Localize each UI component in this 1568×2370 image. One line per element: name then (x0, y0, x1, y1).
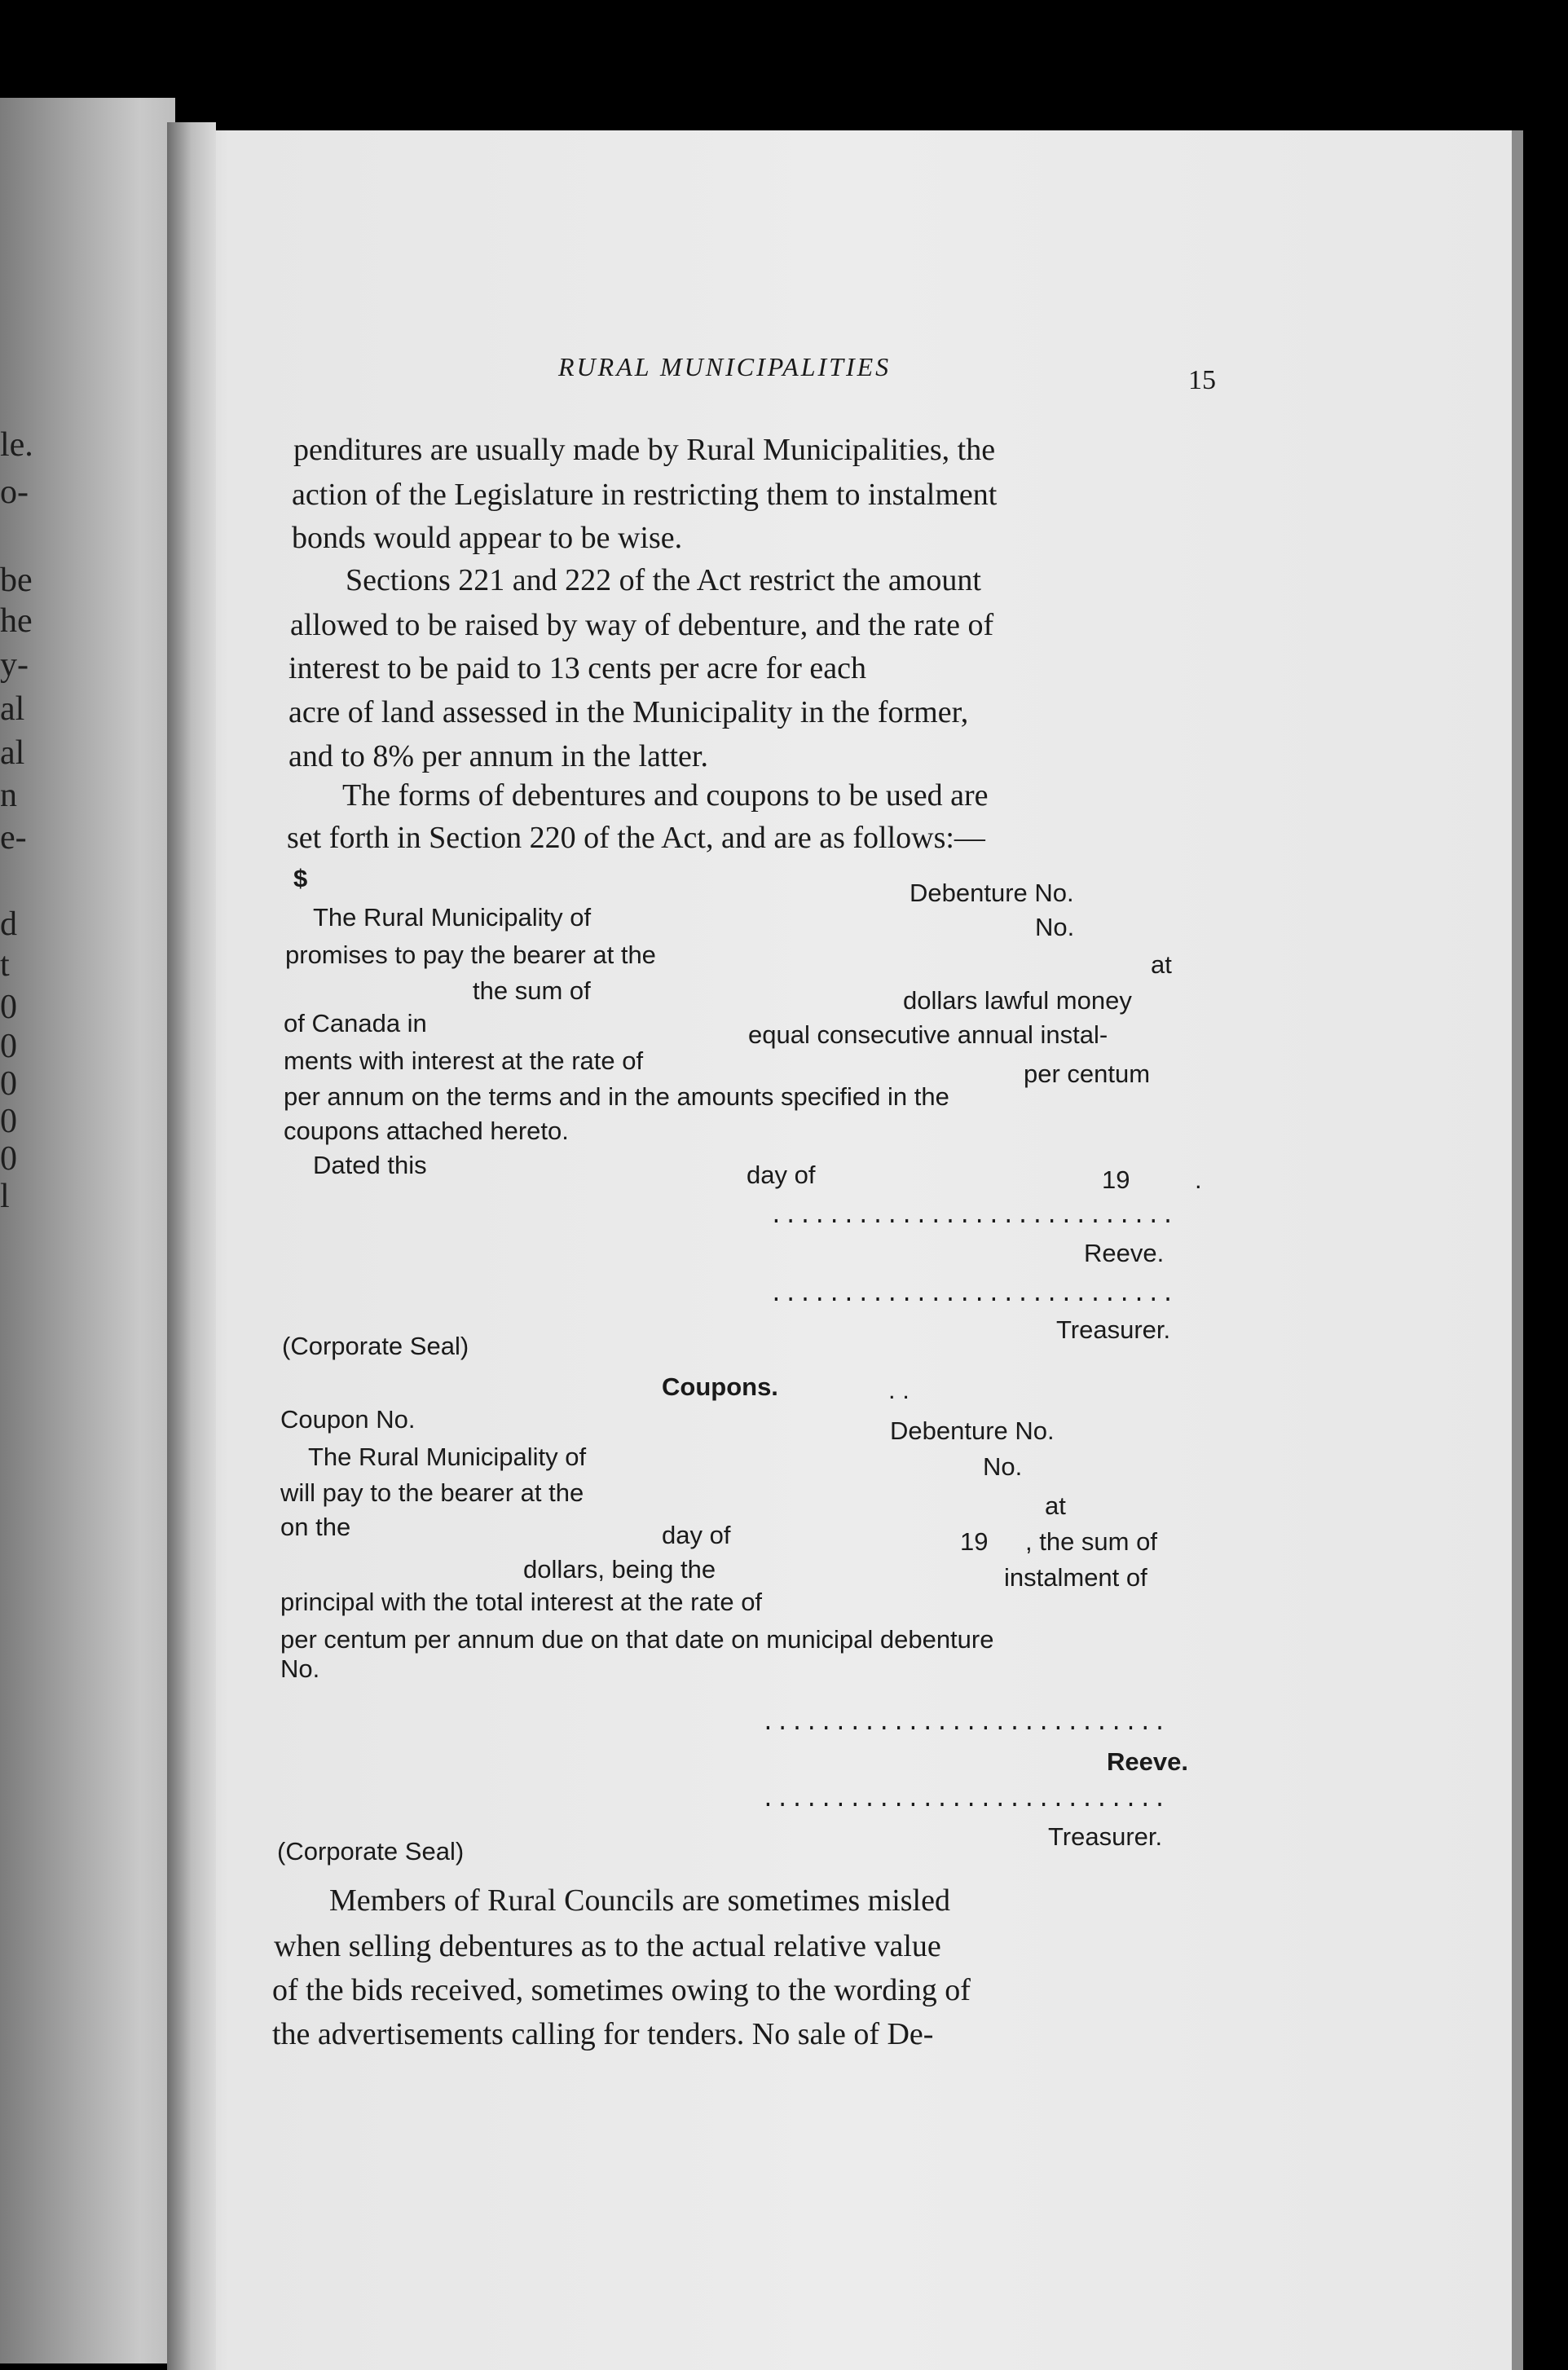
left-margin-text: al (0, 690, 25, 728)
page-right-edge (1512, 130, 1523, 2370)
form-no-label: No. (1035, 913, 1075, 941)
form-line: dollars, being the (523, 1555, 716, 1584)
form-line: day of (662, 1521, 731, 1549)
dollar-sign: $ (293, 864, 308, 892)
left-margin-text: 0 (0, 1028, 17, 1065)
page-number: 15 (1188, 365, 1216, 395)
left-margin-text: 0 (0, 1103, 17, 1140)
form-line: will pay to the bearer at the (280, 1478, 584, 1507)
form-line: per centum per annum due on that date on municipal debenture (280, 1625, 994, 1654)
form-line: per centum (1024, 1059, 1151, 1088)
form-line: per annum on the terms and in the amounts specified in the (284, 1082, 949, 1111)
signature-line: ............................ (769, 1283, 1176, 1308)
form-line: No. (280, 1654, 320, 1683)
paragraph-line: acre of land assessed in the Municipality in the former, (288, 695, 969, 729)
left-margin-text: y- (0, 646, 29, 684)
left-margin-text: le. (0, 426, 33, 464)
form-line: coupons attached hereto. (284, 1117, 569, 1145)
left-margin-text: t (0, 946, 10, 984)
left-margin-text: d (0, 905, 17, 943)
paragraph-line: and to 8% per annum in the latter. (288, 739, 708, 773)
form-line: instalment of (1004, 1563, 1147, 1592)
paragraph-line: of the bids received, sometimes owing to the wording of (272, 1973, 971, 2007)
paragraph-line: Members of Rural Councils are sometimes misled (329, 1883, 950, 1918)
corporate-seal: (Corporate Seal) (277, 1837, 465, 1866)
left-margin-text: he (0, 602, 33, 640)
debenture-no-label: Debenture No. (910, 879, 1074, 907)
form-at: at (1045, 1491, 1066, 1520)
form-no-label: No. (983, 1452, 1023, 1481)
paragraph-line: interest to be paid to 13 cents per acre for each (288, 651, 867, 685)
left-margin-text: 0 (0, 1065, 17, 1103)
form-line: , the sum of (1025, 1527, 1157, 1556)
left-margin-text: l (0, 1178, 10, 1215)
signature-line: ............................ (761, 1788, 1168, 1813)
debenture-no-label: Debenture No. (890, 1416, 1055, 1445)
treasurer-label: Treasurer. (1056, 1315, 1171, 1344)
corporate-seal: (Corporate Seal) (282, 1332, 469, 1360)
form-marks: . . (888, 1376, 910, 1404)
form-line: on the (280, 1513, 351, 1541)
paragraph-line: Sections 221 and 222 of the Act restrict the amount (346, 563, 981, 597)
coupons-heading: Coupons. (662, 1372, 778, 1401)
paragraph-line: the advertisements calling for tenders. No sale of De- (272, 2017, 934, 2051)
form-at: at (1151, 950, 1172, 979)
form-line: dollars lawful money (903, 986, 1132, 1015)
reeve-label: Reeve. (1107, 1747, 1188, 1776)
paragraph-line: The forms of debentures and coupons to be used are (342, 778, 989, 813)
left-margin-text: be (0, 562, 33, 599)
form-year: 19 (1102, 1165, 1130, 1194)
form-line: of Canada in (284, 1009, 427, 1037)
form-line: day of (747, 1161, 816, 1189)
left-margin-text: n (0, 777, 17, 814)
page-gutter-shadow (167, 122, 216, 2370)
form-line: The Rural Municipality of (308, 1443, 587, 1471)
form-period: . (1195, 1165, 1202, 1194)
form-line: promises to pay the bearer at the (285, 941, 656, 969)
paragraph-line: bonds would appear to be wise. (292, 521, 683, 555)
form-line: The Rural Municipality of (313, 903, 592, 932)
signature-line: ............................ (769, 1205, 1176, 1230)
form-year: 19 (960, 1527, 989, 1556)
left-margin-text: 0 (0, 1140, 17, 1178)
form-line: principal with the total interest at the rate of (280, 1588, 763, 1616)
coupon-no-label: Coupon No. (280, 1405, 416, 1434)
form-line: the sum of (473, 976, 591, 1005)
form-line: equal consecutive annual instal- (748, 1020, 1108, 1049)
paragraph-line: action of the Legislature in restricting them to instalment (292, 478, 998, 512)
left-margin-text: e- (0, 819, 27, 857)
left-margin-text: o- (0, 474, 29, 511)
paragraph-line: set forth in Section 220 of the Act, and are as follows:— (287, 821, 985, 855)
form-line: ments with interest at the rate of (284, 1046, 644, 1075)
reeve-label: Reeve. (1084, 1239, 1165, 1267)
paragraph-line: penditures are usually made by Rural Municipalities, the (293, 433, 996, 467)
left-margin-text: al (0, 734, 25, 772)
form-line: Dated this (313, 1151, 427, 1179)
treasurer-label: Treasurer. (1048, 1822, 1163, 1851)
left-margin-text: 0 (0, 989, 17, 1026)
signature-line: ............................ (761, 1711, 1168, 1737)
paragraph-line: allowed to be raised by way of debenture, and the rate of (290, 608, 994, 642)
paragraph-line: when selling debentures as to the actual relative value (274, 1929, 941, 1963)
running-title: RURAL MUNICIPALITIES (558, 352, 892, 381)
